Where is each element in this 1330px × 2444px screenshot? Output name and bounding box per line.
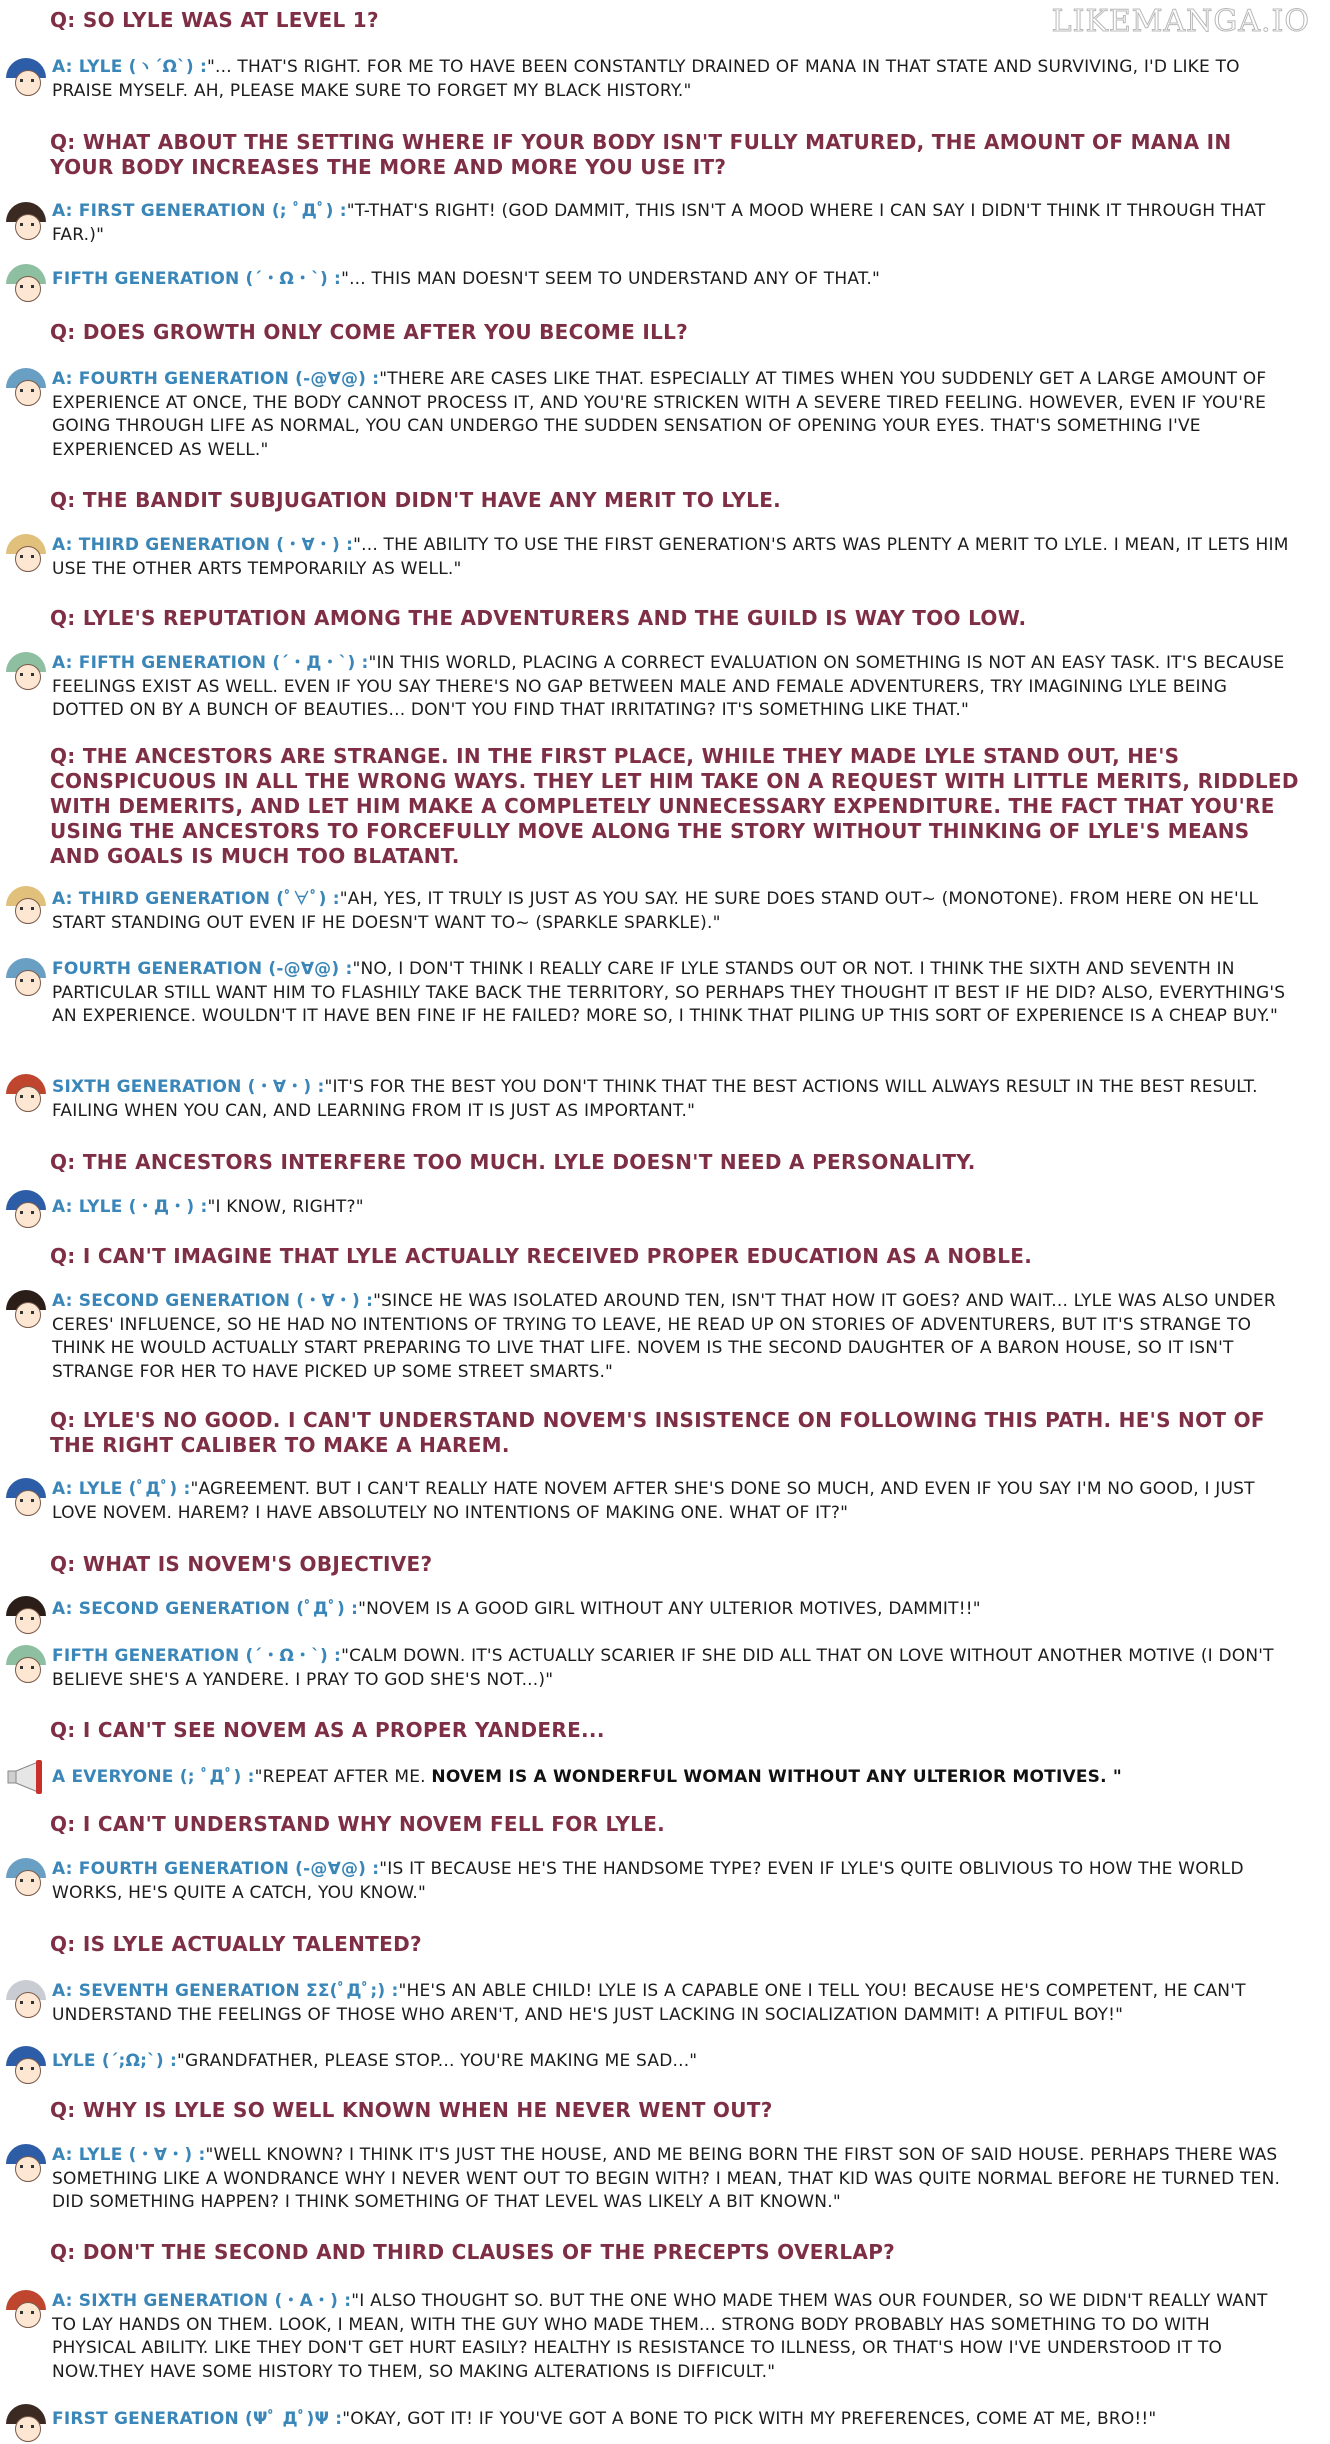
second-generation-avatar-icon xyxy=(6,1290,46,1330)
lyle-avatar-icon xyxy=(6,1190,46,1230)
fourth-generation-avatar-icon xyxy=(6,368,46,408)
fifth-generation-avatar-icon xyxy=(6,264,46,304)
sixth-generation-avatar-icon xyxy=(6,1074,46,1114)
fourth-generation-avatar-icon xyxy=(6,958,46,998)
seventh-generation-avatar-icon xyxy=(6,1980,46,2020)
lyle-avatar-icon xyxy=(6,2046,46,2086)
fifth-generation-avatar-icon xyxy=(6,1645,46,1685)
lyle-avatar-icon xyxy=(6,58,46,98)
lyle-avatar-icon xyxy=(6,1478,46,1518)
megaphone-icon xyxy=(6,1760,46,1794)
lyle-avatar-icon xyxy=(6,2144,46,2184)
watermark: LIKEMANGA.IO xyxy=(1051,4,1310,39)
first-generation-avatar-icon xyxy=(6,202,46,242)
fourth-generation-avatar-icon xyxy=(6,1858,46,1898)
sixth-generation-avatar-icon xyxy=(6,2290,46,2330)
second-generation-avatar-icon xyxy=(6,1596,46,1636)
fifth-generation-avatar-icon xyxy=(6,652,46,692)
third-generation-avatar-icon xyxy=(6,534,46,574)
first-generation-avatar-icon xyxy=(6,2404,46,2444)
third-generation-avatar-icon xyxy=(6,886,46,926)
